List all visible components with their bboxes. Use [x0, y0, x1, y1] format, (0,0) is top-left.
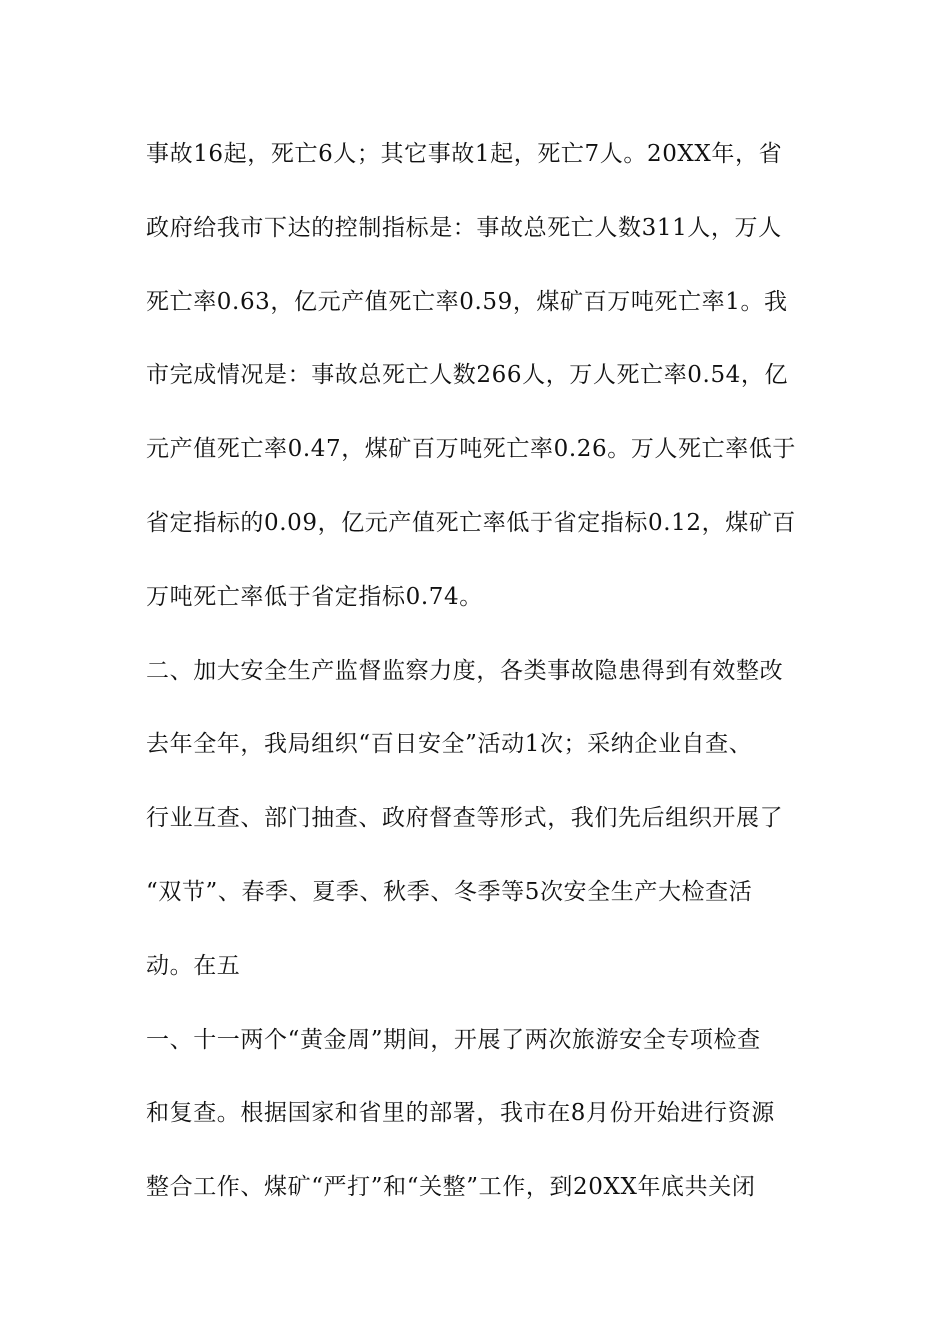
text-line: 市完成情况是：事故总死亡人数266人，万人死亡率0.54，亿 [146, 362, 789, 389]
section-heading: 二、加大安全生产监督监察力度，各类事故隐患得到有效整改 [146, 657, 784, 684]
document-body [146, 131, 806, 1238]
text-line: 动。在五 [146, 952, 241, 979]
text-line: 死亡率0.63，亿元产值死亡率0.59，煤矿百万吨死亡率1。我 [146, 288, 788, 315]
text-line: 元产值死亡率0.47，煤矿百万吨死亡率0.26。万人死亡率低于 [146, 436, 797, 463]
text-line: 省定指标的0.09，亿元产值死亡率低于省定指标0.12，煤矿百 [146, 509, 797, 536]
text-line: 去年全年，我局组织“百日安全”活动1次；采纳企业自查、 [146, 731, 753, 758]
text-line: 万吨死亡率低于省定指标0.74。 [146, 583, 483, 610]
text-line: 事故16起，死亡6人；其它事故1起，死亡7人。20XX年，省 [146, 141, 783, 167]
text-line: 政府给我市下达的控制指标是：事故总死亡人数311人，万人 [146, 214, 782, 241]
text-line: 一、十一两个“黄金周”期间，开展了两次旅游安全专项检查 [146, 1026, 761, 1053]
text-line: 整合工作、煤矿“严打”和“关整”工作，到20XX年底共关闭 [146, 1174, 756, 1201]
text-line: “双节”、春季、夏季、秋季、冬季等5次安全生产大检查活 [146, 878, 753, 905]
text-line: 和复查。根据国家和省里的部署，我市在8月份开始进行资源 [146, 1100, 775, 1127]
text-line: 行业互查、部门抽查、政府督查等形式，我们先后组织开展了 [146, 805, 784, 832]
